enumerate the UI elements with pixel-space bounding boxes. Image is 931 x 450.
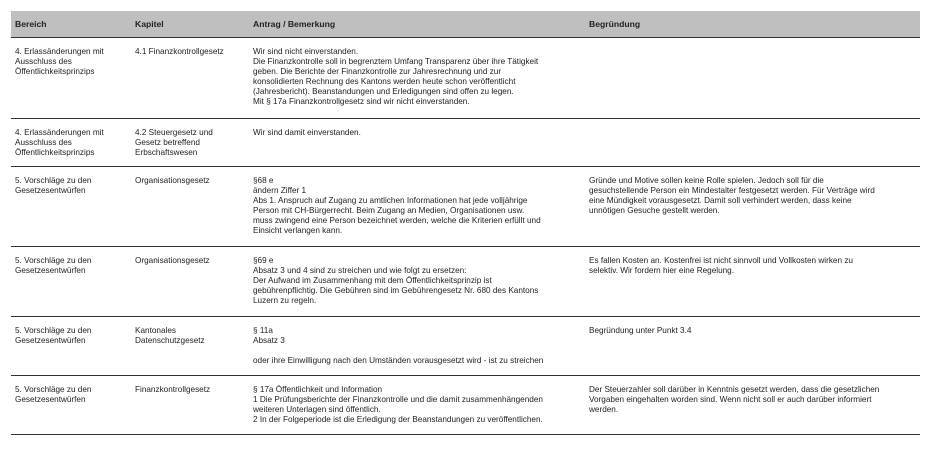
table-row <box>11 317 920 376</box>
header-bereich: Bereich <box>11 11 131 38</box>
cell-bereich: 5. Vorschläge zu den Gesetzesentwürfen <box>11 376 131 435</box>
cell-antrag: §69 e Absatz 3 und 4 sind zu streichen und wie folgt zu ersetzen: Der Aufwand im Zusammenhang mit dem Öffentlichkeitsprinzip ist gebührenpflichtig. Die Gebühren sind im Gebührengesetz Nr. 680 des Kantons Luzern zu regeln. <box>249 247 585 317</box>
cell-bereich: 4. Erlassänderungen mit Ausschluss des Öffentlichkeitsprinzips <box>11 119 131 167</box>
cell-kapitel: Organisationsgesetz <box>131 167 249 247</box>
cell-antrag: § 11a Absatz 3 oder ihre Einwilligung nach den Umständen vorausgesetzt wird - ist zu streichen <box>249 317 585 376</box>
cell-antrag: Wir sind nicht einverstanden. Die Finanzkontrolle soll in begrenztem Umfang Transparenz über ihre Tätigkeit geben. Die Berichte der Finanzkontrolle zur Jahresrechnung und zur konsolidierten Rechnung des Kantons werden heute schon veröffentlicht (Jahresbericht). Beanstandungen und Erledigungen sind offen zu legen. Mit § 17a Finanzkontrollgesetz sind wir nicht einverstanden. <box>249 38 585 119</box>
cell-begruendung <box>585 38 920 119</box>
cell-bereich: 4. Erlassänderungen mit Ausschluss des Öffentlichkeitsprinzips <box>11 38 131 119</box>
cell-begruendung: Der Steuerzahler soll darüber in Kenntnis gesetzt werden, dass die gesetzlichen Vorgaben eingehalten worden sind. Wenn nicht soll er auch darüber informiert werden. <box>585 376 920 435</box>
header-row <box>11 11 920 38</box>
statement-table-page <box>11 11 920 435</box>
cell-kapitel: 4.1 Finanzkontrollgesetz <box>131 38 249 119</box>
cell-kapitel: 4.2 Steuergesetz und Gesetz betreffend Erbschaftswesen <box>131 119 249 167</box>
table-row <box>11 247 920 317</box>
table-row <box>11 119 920 167</box>
statement-table <box>11 11 920 435</box>
cell-begruendung: Begründung unter Punkt 3.4 <box>585 317 920 376</box>
table-body <box>11 38 920 435</box>
table-row <box>11 167 920 247</box>
cell-antrag: § 17a Öffentlichkeit und Information 1 Die Prüfungsberichte der Finanzkontrolle und die damit zusammenhängenden weiteren Unterlagen sind öffentlich. 2 In der Folgeperiode ist die Erledigung der Beanstandungen zu veröffentlichen. <box>249 376 585 435</box>
table-header <box>11 11 920 38</box>
cell-bereich: 5. Vorschläge zu den Gesetzesentwürfen <box>11 247 131 317</box>
header-kapitel: Kapitel <box>131 11 249 38</box>
cell-antrag: §68 e ändern Ziffer 1 Abs 1. Anspruch auf Zugang zu amtlichen Informationen hat jede volljährige Person mit CH-Bürgerrecht. Beim Zugang an Medien, Organisationen usw. muss zwingend eine Person bezeichnet werden, welche die Kriterien erfüllt und Einsicht verlangen kann. <box>249 167 585 247</box>
cell-kapitel: Organisationsgesetz <box>131 247 249 317</box>
table-row <box>11 376 920 435</box>
cell-begruendung <box>585 119 920 167</box>
cell-bereich: 5. Vorschläge zu den Gesetzesentwürfen <box>11 167 131 247</box>
header-antrag: Antrag / Bemerkung <box>249 11 585 38</box>
cell-begruendung: Es fallen Kosten an. Kostenfrei ist nicht sinnvoll und Vollkosten wirken zu selektiv. Wir fordern hier eine Regelung. <box>585 247 920 317</box>
cell-kapitel: Finanzkontrollgesetz <box>131 376 249 435</box>
header-begruendung: Begründung <box>585 11 920 38</box>
cell-bereich: 5. Vorschläge zu den Gesetzesentwürfen <box>11 317 131 376</box>
cell-kapitel: Kantonales Datenschutzgesetz <box>131 317 249 376</box>
cell-antrag: Wir sind damit einverstanden. <box>249 119 585 167</box>
cell-begruendung: Gründe und Motive sollen keine Rolle spielen. Jedoch soll für die gesuchstellende Person ein Mindestalter festgesetzt werden. Für Verträge wird eine Mündigkeit vorausgesetzt. Damit soll verhindert werden, dass keine unnötigen Gesuche gestellt werden. <box>585 167 920 247</box>
table-row <box>11 38 920 119</box>
